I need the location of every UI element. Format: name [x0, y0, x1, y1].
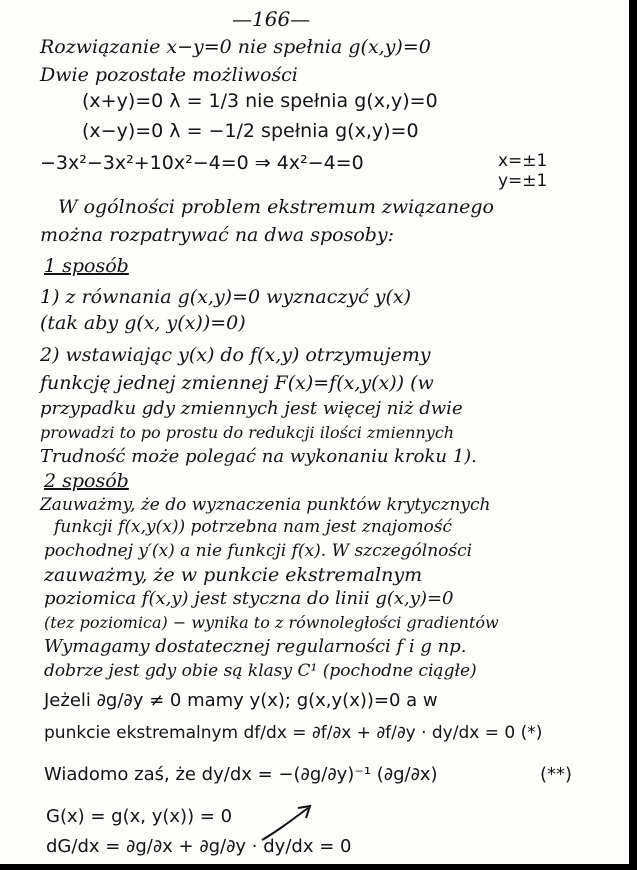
line-20: zauważmy, że w punkcie ekstremalnym — [44, 564, 423, 586]
line-17: Zauważmy, że do wyznaczenia punktów krytycznych — [40, 495, 491, 515]
line-6: W ogólności problem ekstremum związanego — [58, 196, 494, 218]
line-13: przypadku gdy zmiennych jest więcej niż dwie — [40, 398, 463, 419]
scan-edge-right — [629, 0, 637, 870]
line-12: funkcję jednej zmiennej F(x)=f(x,y(x)) (w — [40, 372, 434, 394]
arrow-icon — [258, 802, 318, 844]
line-5: −3x²−3x²+10x²−4=0 ⇒ 4x²−4=0 — [40, 152, 364, 174]
line-3: (x+y)=0 λ = 1/3 nie spełnia g(x,y)=0 — [82, 90, 438, 112]
line-11: 2) wstawiając y(x) do f(x,y) otrzymujemy — [40, 344, 431, 366]
line-9: 1) z równania g(x,y)=0 wyznaczyć y(x) — [40, 286, 412, 308]
line-22: (tez poziomica) − wynika to z równoległości gradientów — [44, 613, 499, 632]
line-25: Jeżeli ∂g/∂y ≠ 0 mamy y(x); g(x,y(x))=0 a w — [44, 690, 438, 711]
line-28: G(x) = g(x, y(x)) = 0 — [46, 806, 233, 827]
equation-marker: (**) — [540, 764, 573, 785]
line-14: prowadzi to po prostu do redukcji ilości zmiennych — [40, 423, 455, 442]
line-27: Wiadomo zaś, że dy/dx = −(∂g/∂y)⁻¹ (∂g/∂x) — [44, 764, 438, 785]
line-10: (tak aby g(x, y(x))=0) — [40, 312, 246, 334]
line-2: Dwie pozostałe możliwości — [40, 64, 298, 86]
page-number: —166— — [232, 7, 311, 31]
line-7: można rozpatrywać na dwa sposoby: — [40, 224, 395, 246]
line-23: Wymagamy dostatecznej regularności f i g np. — [44, 636, 467, 657]
scan-edge-bottom — [0, 864, 637, 870]
line-19: pochodnej y′(x) a nie funkcji f(x). W szczególności — [44, 541, 473, 561]
line-29: dG/dx = ∂g/∂x + ∂g/∂y · dy/dx = 0 — [46, 836, 352, 857]
line-24: dobrze jest gdy obie są klasy C¹ (pochodne ciągłe) — [44, 661, 477, 681]
line-4: (x−y)=0 λ = −1/2 spełnia g(x,y)=0 — [82, 120, 419, 142]
line-21: poziomica f(x,y) jest styczna do linii g(x,y)=0 — [44, 588, 454, 609]
line-15: Trudność może polegać na wykonaniu kroku 1). — [40, 446, 477, 467]
line-26: punkcie ekstremalnym df/dx = ∂f/∂x + ∂f/∂y · dy/dx = 0 (*) — [44, 723, 543, 743]
line-1: Rozwiązanie x−y=0 nie spełnia g(x,y)=0 — [40, 36, 431, 58]
line-5-y: y=±1 — [498, 171, 548, 191]
line-5-x: x=±1 — [498, 151, 548, 171]
heading-1-sposob: 1 sposób — [44, 255, 129, 277]
heading-2-sposob: 2 sposób — [44, 470, 129, 492]
line-18: funkcji f(x,y(x)) potrzebna nam jest znajomość — [54, 517, 453, 537]
